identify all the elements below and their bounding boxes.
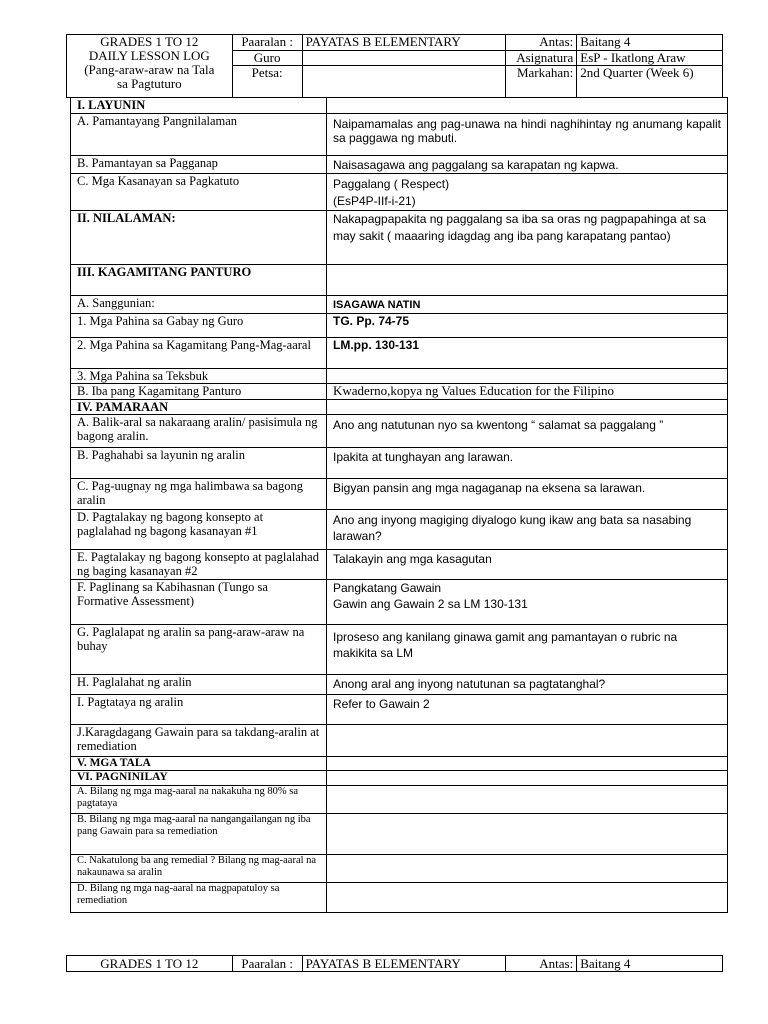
asignatura-value: EsP - Ikatlong Araw <box>577 51 723 66</box>
header-table <box>66 34 723 98</box>
lesson-log-table <box>70 97 728 913</box>
section-pamaraan: IV. PAMARAAN <box>71 400 327 415</box>
paaralan-value: PAYATAS B ELEMENTARY <box>302 35 506 51</box>
footer-paaralan-value: PAYATAS B ELEMENTARY <box>302 956 506 972</box>
section-tala: V. MGA TALA <box>71 757 327 771</box>
guro-value <box>302 51 506 66</box>
antas-label: Antas: <box>506 35 577 51</box>
petsa-label: Petsa: <box>232 66 302 98</box>
table-row: B. Pamantayan sa Pagganap Naisasagawa ang paggalang sa karapatan ng kapwa. <box>71 156 728 174</box>
table-row: 2. Mga Pahina sa Kagamitang Pang-Mag-aaral LM.pp. 130-131 <box>71 338 728 369</box>
table-row: I. Pagtataya ng aralin Refer to Gawain 2 <box>71 695 728 725</box>
table-row: C. Mga Kasanayan sa Pagkatuto Paggalang ( Respect) (EsP4P-IIf-i-21) <box>71 174 728 211</box>
section-layunin: I. LAYUNIN <box>71 98 327 114</box>
title-line-1: GRADES 1 TO 12 <box>100 34 199 49</box>
table-row: F. Paglinang sa Kabihasnan (Tungo sa Formative Assessment) Pangkatang Gawain Gawin ang Gawain 2 sa LM 130-131 <box>71 580 728 625</box>
table-row: B. Bilang ng mga mag-aaral na nangangailangan ng iba pang Gawain para sa remediation <box>71 814 728 855</box>
table-row: B. Iba pang Kagamitang Panturo Kwaderno,kopya ng Values Education for the Filipino <box>71 384 728 400</box>
table-row: H. Paglalahat ng aralin Anong aral ang inyong natutunan sa pagtatanghal? <box>71 675 728 695</box>
table-row: D. Pagtalakay ng bagong konsepto at paglalahad ng bagong kasanayan #1 Ano ang inyong magiging diyalogo kung ikaw ang bata sa nasabing larawan? <box>71 510 728 550</box>
title-line-4: sa Pagtuturo <box>117 76 182 91</box>
antas-value: Baitang 4 <box>577 35 723 51</box>
paaralan-label: Paaralan : <box>232 35 302 51</box>
footer-title: GRADES 1 TO 12 <box>67 956 233 972</box>
content-text: Nakapagpapakita ng paggalang sa iba sa oras ng pagpapahinga at sa may sakit ( maaaring idagdag ang iba pang karapatang pantao) <box>327 211 728 265</box>
markahan-label: Markahan: <box>506 66 577 98</box>
footer-antas-label: Antas: <box>506 956 577 972</box>
table-row <box>71 211 728 265</box>
table-row: C. Nakatulong ba ang remedial ? Bilang ng mag-aaral na nakaunawa sa aralin <box>71 855 728 883</box>
table-row: A. Bilang ng mga mag-aaral na nakakuha ng 80% sa pagtataya <box>71 786 728 814</box>
table-row <box>71 757 728 771</box>
performance-standard: Naisasagawa ang paggalang sa karapatan ng kapwa. <box>327 156 728 174</box>
petsa-value <box>302 66 506 98</box>
table-row: D. Bilang ng mga nag-aaral na magpapatuloy sa remediation <box>71 883 728 913</box>
title-line-2: DAILY LESSON LOG <box>88 48 210 63</box>
table-row: C. Pag-uugnay ng mga halimbawa sa bagong aralin Bigyan pansin ang mga nagaganap na eksena sa larawan. <box>71 479 728 510</box>
table-row: J.Karagdagang Gawain para sa takdang-aralin at remediation <box>71 725 728 757</box>
table-row: 3. Mga Pahina sa Teksbuk <box>71 369 728 384</box>
section-kagamitan: III. KAGAMITANG PANTURO <box>71 265 327 296</box>
table-row <box>71 265 728 296</box>
footer-antas-value: Baitang 4 <box>577 956 723 972</box>
log-title <box>67 35 233 98</box>
table-row: A. Balik-aral sa nakaraang aralin/ pasisimula ng bagong aralin. Ano ang natutunan nyo sa kwentong “ salamat sa paggalang ” <box>71 415 728 448</box>
asignatura-label: Asignatura <box>506 51 577 66</box>
table-row: B. Paghahabi sa layunin ng aralin Ipakita at tunghayan ang larawan. <box>71 448 728 479</box>
table-row: G. Paglalapat ng aralin sa pang-araw-araw na buhay Iproseso ang kanilang ginawa gamit ang pamantayan o rubric na makikita sa LM <box>71 625 728 675</box>
table-row: 1. Mga Pahina sa Gabay ng Guro TG. Pp. 74-75 <box>71 314 728 338</box>
table-row <box>71 771 728 786</box>
table-row <box>71 400 728 415</box>
content-standard: Naipamamalas ang pag-unawa na hindi naghihintay ng anumang kapalit sa paggawa ng mabuti. <box>327 114 728 156</box>
markahan-value: 2nd Quarter (Week 6) <box>577 66 723 98</box>
table-row <box>71 98 728 114</box>
table-row: E. Pagtalakay ng bagong konsepto at paglalahad ng baging kasanayan #2 Talakayin ang mga kasagutan <box>71 550 728 580</box>
table-row: A. Pamantayang Pangnilalaman Naipamamalas ang pag-unawa na hindi naghihintay ng anumang kapalit sa paggawa ng mabuti. <box>71 114 728 156</box>
section-nilalaman: II. NILALAMAN: <box>71 211 327 265</box>
learning-competency: Paggalang ( Respect) (EsP4P-IIf-i-21) <box>327 174 728 211</box>
title-line-3: (Pang-araw-araw na Tala <box>84 62 215 77</box>
footer-table <box>66 955 723 972</box>
table-row: A. Sanggunian: ISAGAWA NATIN <box>71 296 728 314</box>
guro-label: Guro <box>232 51 302 66</box>
footer-paaralan-label: Paaralan : <box>232 956 302 972</box>
section-pagninilay: VI. PAGNINILAY <box>71 771 327 786</box>
